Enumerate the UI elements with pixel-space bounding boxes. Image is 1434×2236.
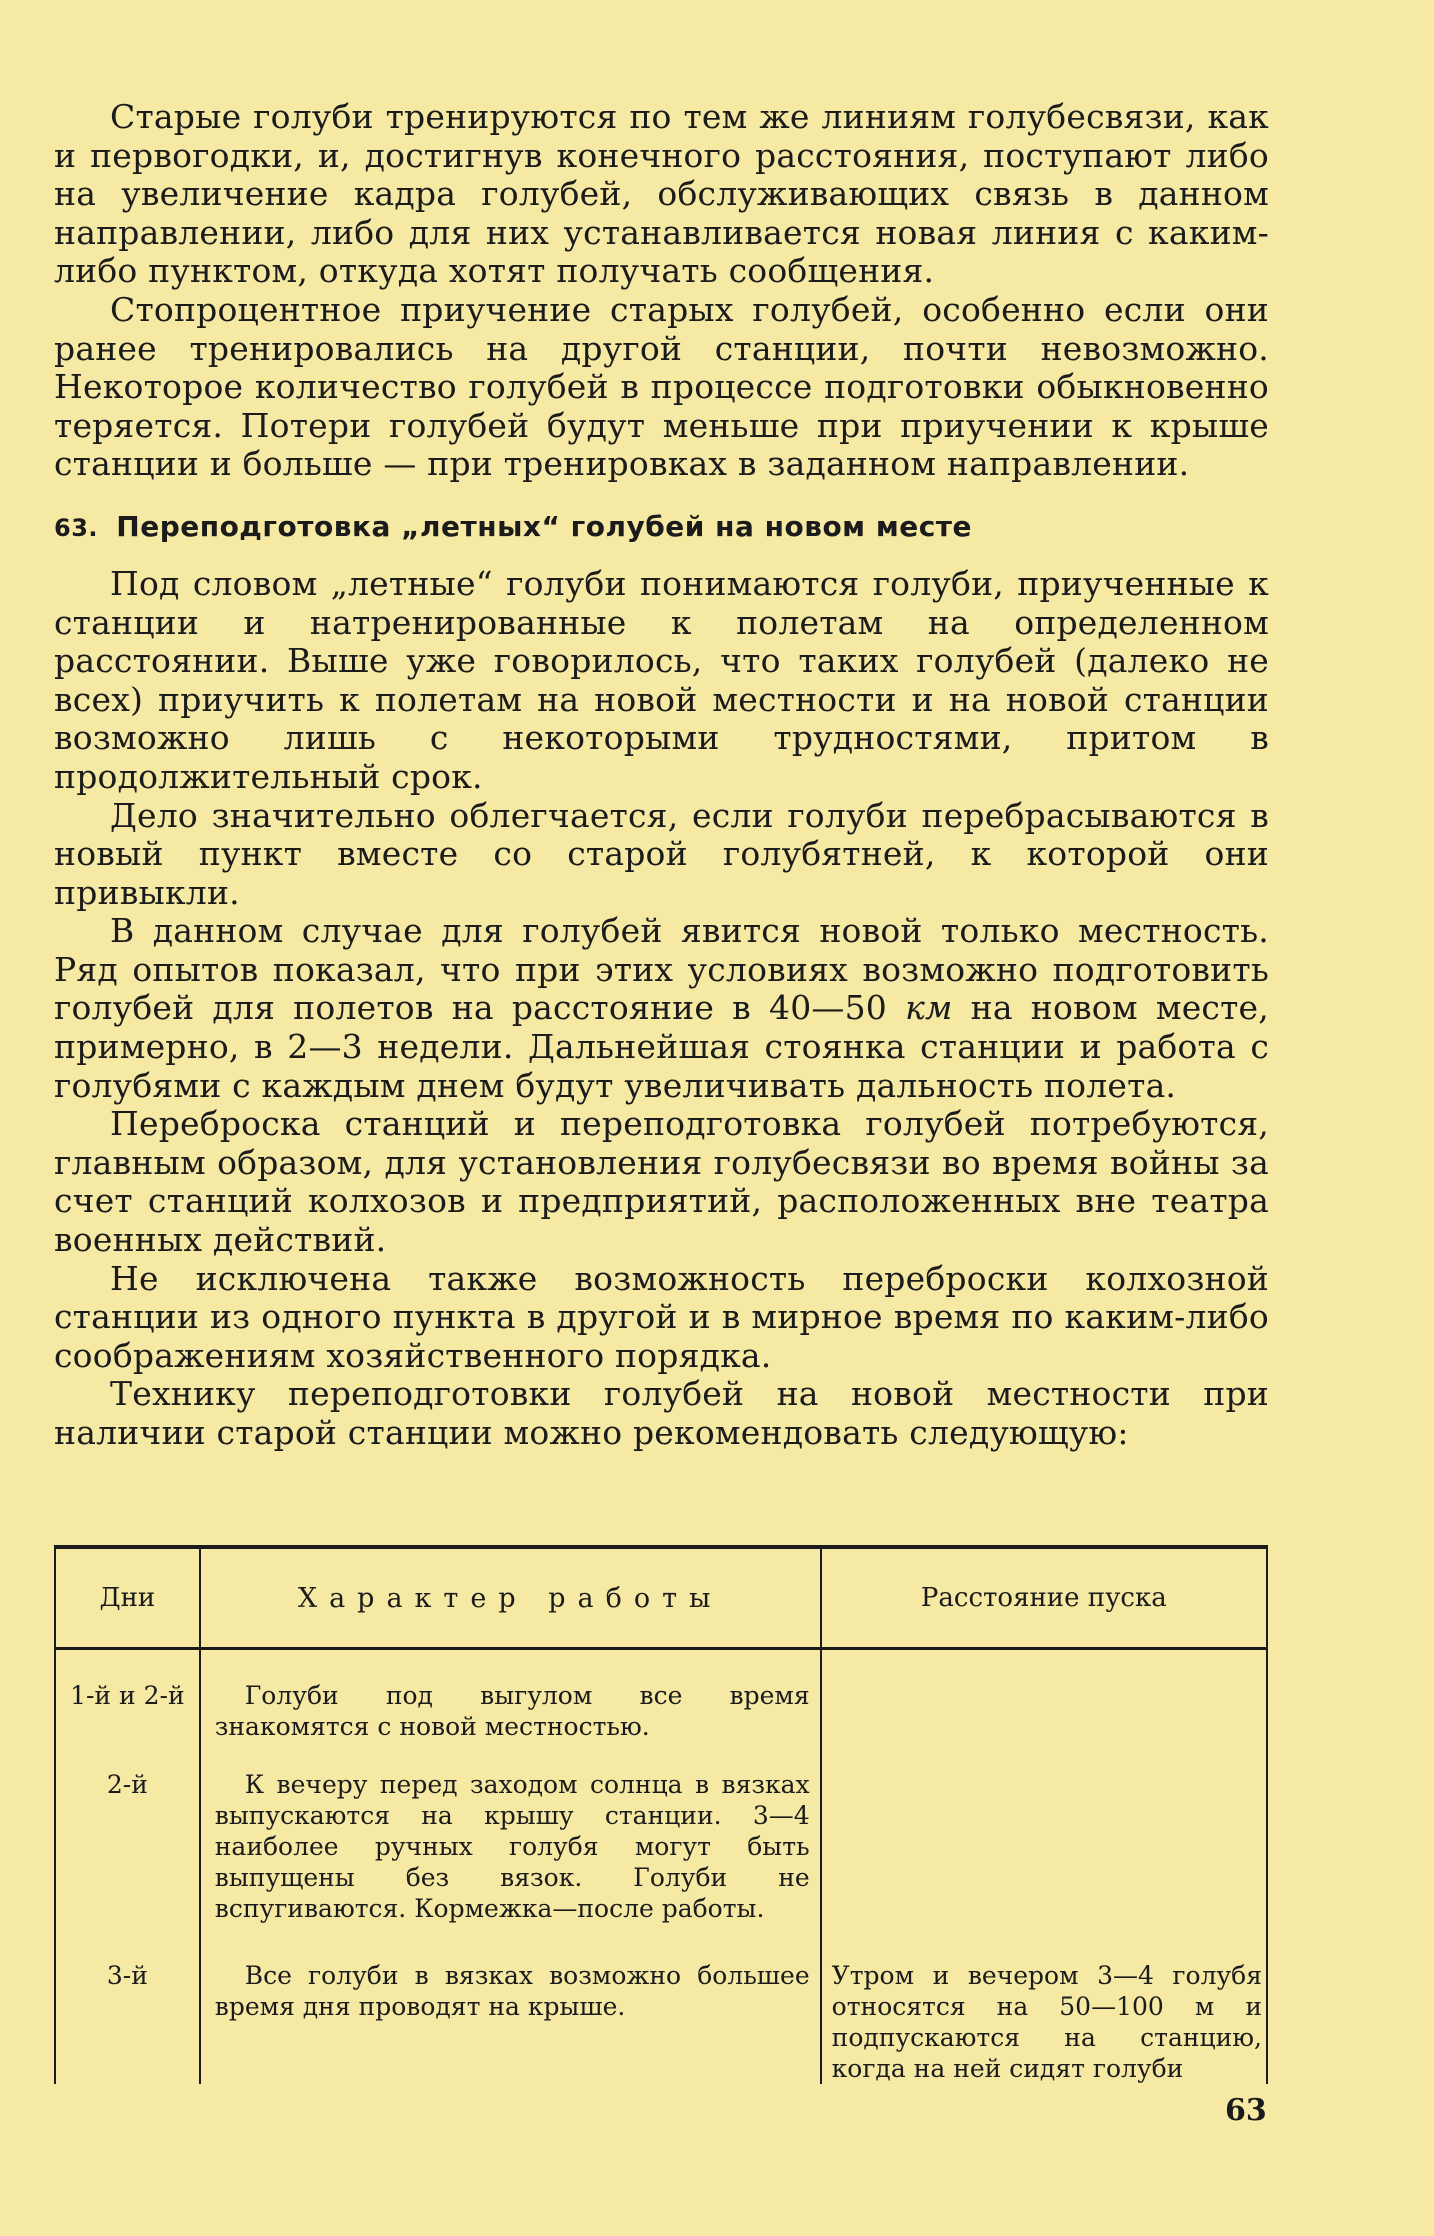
header-days: Дни (55, 1547, 200, 1649)
section-title: Переподготовка „летных“ голубей на новом месте (116, 509, 973, 543)
paragraph: Технику переподготовки голубей на новой местности при наличии старой станции можно рекомендовать следующую: (54, 1374, 1269, 1452)
page-body (54, 98, 1269, 1453)
paragraph: Стопроцентное приучение старых голубей, особенно если они ранее тренировались на другой станции, почти невозможно. Некоторое количество голубей в процессе подготовки обыкновенно теряется. Потери голубей будут меньше при приучении к крыше станции и больше — при тренировках в заданном направлении. (54, 289, 1269, 484)
distance-cell: Утром и вечером 3—4 голубя относятся на 50—100 м и подпускаются на станцию, когда на ней сидят голуби (821, 1952, 1267, 2084)
day-cell: 3-й (55, 1952, 200, 2084)
header-work-character: Характер работы (200, 1547, 821, 1649)
paragraph: Не исключена также возможность переброски колхозной станции из одного пункта в другой и в мирное время по каким-либо соображениям хозяйственного порядка. (54, 1258, 1269, 1375)
distance-cell (821, 1761, 1267, 1952)
paragraph-distance (54, 912, 1269, 1105)
table-row (55, 1761, 1267, 1952)
distance-unit: км (905, 988, 953, 1028)
table-row (55, 1952, 1267, 2084)
page-number: 63 (1225, 2093, 1267, 2128)
section-number: 63. (54, 513, 99, 542)
table-header-row (55, 1547, 1267, 1649)
header-release-distance: Расстояние пуска (821, 1547, 1267, 1649)
training-table-container (54, 1545, 1268, 2084)
day-cell: 2-й (55, 1761, 200, 1952)
text-fragment: В данном случае для голубей явится новой только местность. Ряд опытов показал, что при этих условиях возможно подготовить голубей для полетов на расстояние в 40—50 (54, 911, 1269, 1028)
text-fragment: на новом месте, примерно, в 2—3 недели. Дальнейшая стоянка станции и работа с голубями с каждым днем будут увеличивать дальность полета. (54, 988, 1269, 1105)
section-heading (54, 510, 1269, 545)
paragraph: Старые голуби тренируются по тем же линиям голубесвязи, как и первогодки, и, достигнув конечного расстояния, поступают либо на увеличение кадра голубей, обслуживающих связь в данном направлении, либо для них устанавливается новая линия с каким-либо пунктом, откуда хотят получать сообщения. (54, 97, 1269, 291)
work-cell: К вечеру перед заходом солнца в вязках выпускаются на крышу станции. 3—4 наиболее ручных голубя могут быть выпущены без вязок. Голуби не вспугиваются. Кормежка—после работы. (200, 1761, 821, 1952)
paragraph: Переброска станций и переподготовка голубей потребуются, главным образом, для установления голубесвязи во время войны за счет станций колхозов и предприятий, расположенных вне театра военных действий. (54, 1104, 1269, 1260)
paragraph: Дело значительно облегчается, если голуби перебрасываются в новый пункт вместе со старой голубятней, к которой они привыкли. (54, 795, 1269, 912)
work-cell: Голуби под выгулом все время знакомятся с новой местностью. (200, 1649, 821, 1762)
training-table (54, 1545, 1268, 2084)
day-cell: 1-й и 2-й (55, 1649, 200, 1762)
table-row (55, 1649, 1267, 1762)
work-cell: Все голуби в вязках возможно большее время дня проводят на крыше. (200, 1952, 821, 2084)
distance-cell (821, 1649, 1267, 1762)
paragraph: Под словом „летные“ голуби понимаются голуби, приученные к станции и натренированные к полетам на определенном расстоянии. Выше уже говорилось, что таких голубей (далеко не всех) приучить к полетам на новой местности и на новой станции возможно лишь с некоторыми трудностями, притом в продолжительный срок. (54, 563, 1269, 796)
